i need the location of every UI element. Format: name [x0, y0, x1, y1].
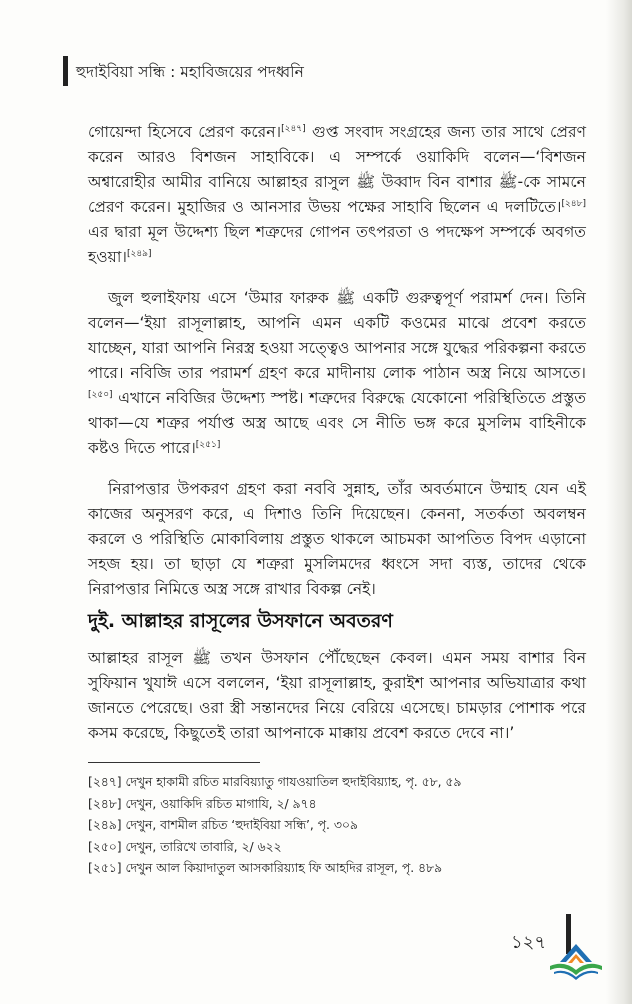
footnote-248: [২৪৮] দেখুন, ওয়াকিদি রচিত মাগাযি, ২/ ৯৭৪ [88, 796, 317, 811]
paragraph-text: নিরাপত্তার উপকরণ গ্রহণ করা নববি সুন্নাহ, তাঁর অবর্তমানে উম্মাহ যেন এই কাজের অনুসরণ করে, এ দিশাও তিনি দিয়েছেন। কেননা, সতর্কতা অবলম্বন করলে ও পরিস্থিতি মোকাবিলায় প্রস্তুত থাকলে আচমকা আপতিত বিপদ এড়ানো সহজ হয়। তা ছাড়া যে শত্রুরা মুসলিমদের ধ্বংসে সদা ব্যস্ত, তাদের থেকে নিরাপত্তার নিমিত্তে অস্ত্র সঙ্গে রাখার বিকল্প নেই। [88, 480, 586, 598]
footnote-marker: [২৪৮] [561, 198, 586, 209]
section-paragraph: আল্লাহর রাসূল ﷺ তখন উসফান পৌঁছেছেন কেবল। এমন সময় বাশার বিন সুফিয়ান খুযাঈ এসে বললেন, ‘ইয়া রাসূলাল্লাহ, কুরাইশ আপনার অভিযাত্রার কথা জানতে পেরেছে। ওরা স্ত্রী সন্তানদের নিয়ে বেরিয়ে এসেছে। চামড়ার পোশাক পরে কসম করেছে, কিছুতেই তারা আপনাকে মাক্কায় প্রবেশ করতে দেবে না।’ [88, 649, 587, 742]
publisher-logo-icon [546, 942, 606, 982]
page-edge-shadow [606, 0, 632, 1004]
footnote-249: [২৪৯] দেখুন, বাশমীল রচিত ‘হুদাইবিয়া সন্ধি’, পৃ. ৩০৯ [88, 818, 358, 832]
logo-roof-shape [560, 944, 592, 962]
page-number: ১২৭ [511, 932, 547, 953]
footnote-marker: [২৪৭] [281, 123, 306, 134]
logo-book-shape [550, 964, 602, 975]
main-body-text [88, 120, 586, 602]
footnote-rule [88, 762, 260, 763]
footnotes [88, 772, 558, 880]
paragraph-text: জুল হুলাইফায় এসে ‘উমার ফারুক ﷺ একটি গুরুত্বপূর্ণ পরামর্শ দেন। তিনি বলেন—‘ইয়া রাসূলাল্লাহ, আপনি এমন একটি কওমের মাঝে প্রবেশ করতে যাচ্ছেন, যারা আপনি নিরস্ত্র হওয়া সত্ত্বেও আপনার সঙ্গে যুদ্ধের পরিকল্পনা করতে পারে। নবিজি তার পরামর্শ গ্রহণ করে মাদীনায় লোক পাঠান অস্ত্র নিয়ে আসতে। [88, 289, 586, 382]
paragraph-text: গুপ্ত সংবাদ সংগ্রহের জন্য তার সাথে প্রেরণ করেন আরও বিশজন সাহাবিকে। এ সম্পর্কে ওয়াকিদি বলেন—‘বিশজন অশ্বারোহীর আমীর বানিয়ে আল্লাহর রাসুল ﷺ উব্বাদ বিন বাশার ﷺ-কে সামনে প্রেরণ করেন। মুহাজির ও আনসার উভয় পক্ষের সাহাবি ছিলেন এ দলটিতে। [88, 123, 586, 216]
paragraph-2 [88, 286, 586, 461]
paragraph-text: এর দ্বারা মূল উদ্দেশ্য ছিল শত্রুদের গোপন তৎপরতা ও পদক্ষেপ সম্পর্কে অবগত হওয়া। [88, 223, 586, 266]
footnote-251: [২৫১] দেখুন আল কিয়াদাতুল আসকারিয়্যাহ ফি আহদির রাসূল, পৃ. ৪৮৯ [88, 861, 442, 875]
footnote-marker: [২৫০] [88, 389, 113, 400]
section-heading: দুই. আল্লাহর রাসূলের উসফানে অবতরণ [88, 610, 393, 632]
running-head: হুদাইবিয়া সন্ধি : মহাবিজয়ের পদধ্বনি [76, 63, 304, 81]
footnote-marker: [২৪৯] [126, 248, 152, 259]
footnote-247: [২৪৭] দেখুন হাকামী রচিত মারবিয়্যাতু গাযওয়াতিল হুদাইবিয়্যাহ, পৃ. ৫৮, ৫৯ [88, 775, 462, 789]
paragraph-3 [88, 477, 586, 602]
footnote-marker: [২৫১] [195, 439, 221, 450]
footnote-250: [২৫০] দেখুন, তারিখে তাবারি, ২/ ৬২২ [88, 839, 282, 854]
paragraph-1 [88, 120, 586, 270]
paragraph-text: এখানে নবিজির উদ্দেশ্য স্পষ্ট। শত্রুদের বিরুদ্ধে যেকোনো পরিস্থিতিতে প্রস্তুত থাকা—যে শত্রুর পর্যাপ্ত অস্ত্র আছে এবং সে নীতি ভঙ্গ করে মুসলিম বাহিনীকে কষ্টও দিতে পারে। [88, 389, 586, 457]
paragraph-text: গোয়েন্দা হিসেবে প্রেরণ করেন। [88, 123, 282, 141]
header-marker-bar [63, 56, 68, 86]
